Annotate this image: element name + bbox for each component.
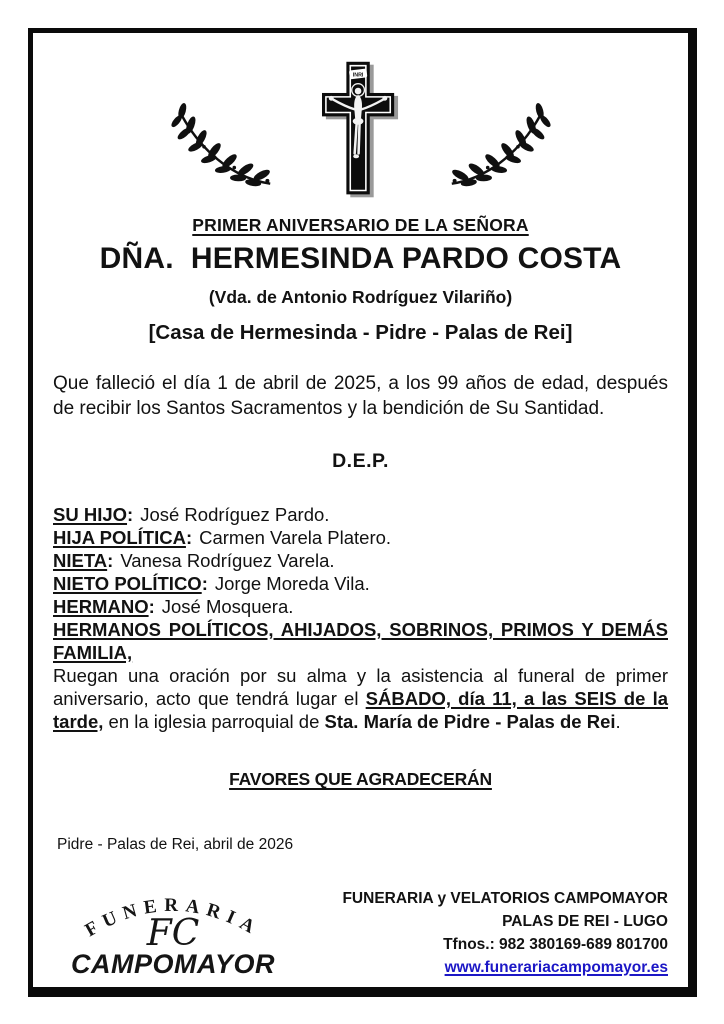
favors-line: FAVORES QUE AGRADECERÁN xyxy=(229,769,492,789)
funeral-home-name: FUNERARIA y VELATORIOS CAMPOMAYOR xyxy=(342,890,668,907)
place-date-line: Pidre - Palas de Rei, abril de 2026 xyxy=(57,836,294,853)
family-row xyxy=(53,572,668,595)
funeral-home-phones: Tfnos.: 982 380169-689 801700 xyxy=(443,936,668,953)
funeral-home-website-link[interactable]: www.funerariacampomayor.es xyxy=(444,959,668,976)
family-group-text: HERMANOS POLÍTICOS, AHIJADOS, SOBRINOS, PRIMOS Y DEMÁS FAMILIA, xyxy=(53,619,668,663)
family-colon: : xyxy=(127,504,134,525)
family-relation-label: NIETA xyxy=(53,550,108,571)
crucifix-icon xyxy=(322,61,400,201)
invitation-end: . xyxy=(615,711,621,732)
invitation-lead: Ruegan una oración por su alma y la asistencia al funeral de primer aniversario, acto que tendrá lugar el xyxy=(53,665,668,709)
family-group-line xyxy=(53,618,668,664)
anniversary-subtitle: PRIMER ANIVERSARIO DE LA SEÑORA xyxy=(192,215,529,235)
laurel-branch-left-icon xyxy=(170,89,274,197)
funeral-invitation xyxy=(53,664,668,733)
family-row xyxy=(53,549,668,572)
laurel-branch-right-icon xyxy=(448,89,552,197)
family-member-name: José Rodríguez Pardo. xyxy=(140,504,330,525)
logo-arc-text: FUNERARIA xyxy=(81,894,265,942)
family-row xyxy=(53,503,668,526)
family-relation-label: NIETO POLÍTICO xyxy=(53,573,202,594)
invitation-church: Sta. María de Pidre - Palas de Rei xyxy=(324,711,616,732)
family-relation-label: HERMANO xyxy=(53,596,149,617)
invitation-middle: en la iglesia parroquial de xyxy=(103,711,325,732)
esquela-sheet xyxy=(28,28,697,997)
family-relation-label: HIJA POLÍTICA xyxy=(53,527,186,548)
family-list xyxy=(53,503,668,618)
logo-monogram: FC xyxy=(146,913,200,954)
dep-line: D.E.P. xyxy=(332,450,389,472)
funeraria-campomayor-logo xyxy=(53,883,293,979)
death-notice: Que falleció el día 1 de abril de 2025, a los 99 años de edad, después de recibir los Santos Sacramentos y la bendición de Su Santidad. xyxy=(53,373,668,419)
footer xyxy=(51,883,670,981)
invitation-datetime: SÁBADO, día 11, a las SEIS de la tarde, xyxy=(53,688,668,732)
deceased-name: DÑA. HERMESINDA PARDO COSTA xyxy=(99,242,622,275)
header-ornaments xyxy=(51,61,670,201)
family-colon: : xyxy=(201,573,208,594)
inri-banner-text: INRI xyxy=(352,72,363,79)
family-member-name: José Mosquera. xyxy=(161,596,294,617)
family-relation-label: SU HIJO xyxy=(53,504,128,525)
family-colon: : xyxy=(185,527,193,548)
funeral-home-location: PALAS DE REI - LUGO xyxy=(502,913,668,930)
family-row xyxy=(53,526,668,549)
funeral-home-contact xyxy=(342,887,668,979)
family-row xyxy=(53,595,668,618)
family-colon: : xyxy=(148,596,155,617)
logo-wordmark: CAMPOMAYOR xyxy=(71,949,275,979)
family-colon: : xyxy=(107,550,114,571)
family-member-name: Vanesa Rodríguez Varela. xyxy=(120,550,335,571)
family-member-name: Carmen Varela Platero. xyxy=(199,527,392,548)
widow-line: (Vda. de Antonio Rodríguez Vilariño) xyxy=(208,287,513,307)
house-line: [Casa de Hermesinda - Pidre - Palas de Rei] xyxy=(148,321,573,344)
family-member-name: Jorge Moreda Vila. xyxy=(214,573,370,594)
